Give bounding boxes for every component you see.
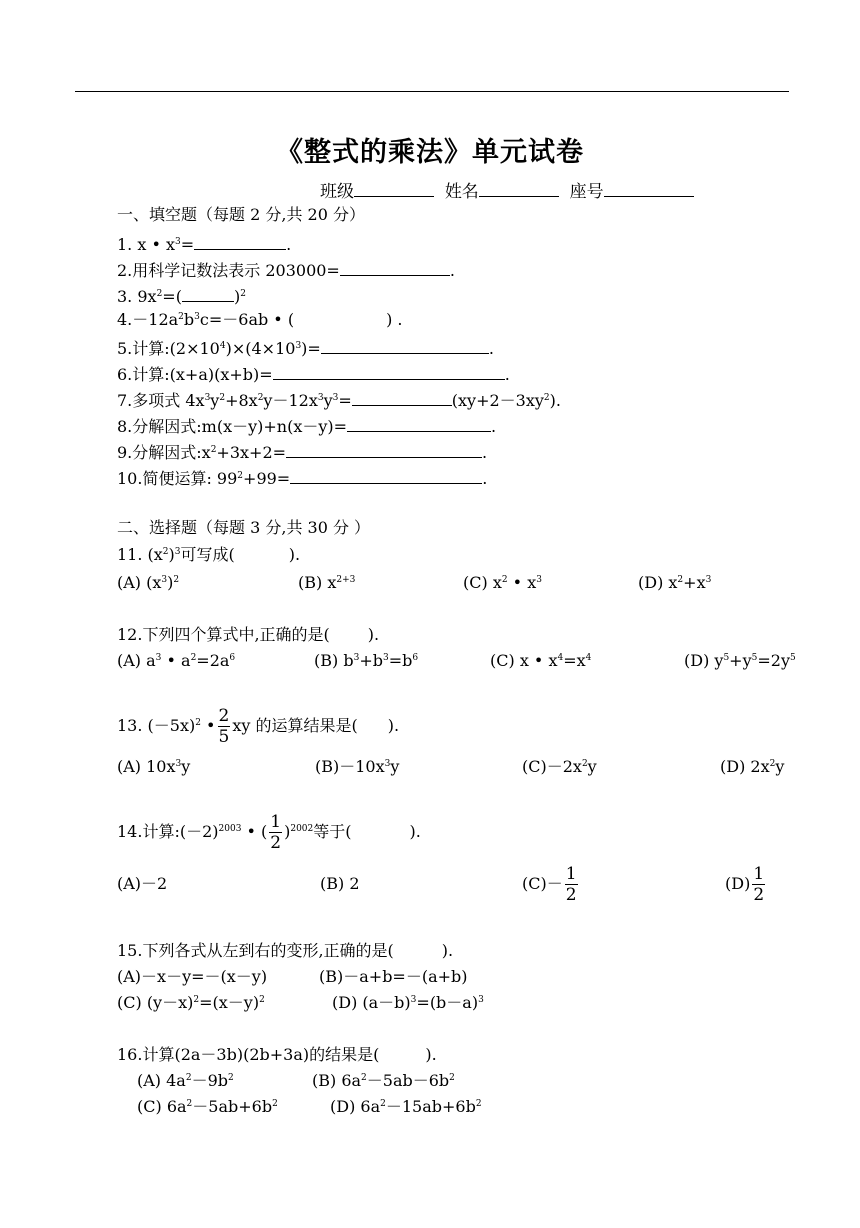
option-11c[interactable]: (C) $x^2$ • $x^3$: [463, 573, 542, 592]
question-11: 11. $(x^2)^3$可写成( ).: [117, 545, 301, 564]
option-11a[interactable]: (A) $(x^3)^2$: [117, 573, 180, 592]
option-12b[interactable]: (B) $b^3+b^3=b^6$: [314, 651, 419, 670]
option-13b[interactable]: $(B)-10x^3y$: [315, 757, 400, 776]
question-9: 9.分解因式$:x^2+3x+2=$ .: [117, 440, 487, 463]
option-14a[interactable]: (A)－2: [117, 874, 168, 893]
option-11d[interactable]: (D) $x^2+x^3$: [638, 573, 712, 592]
option-14d[interactable]: (D) $\frac{1}{2}$: [725, 864, 765, 905]
page-title: 《整式的乘法》单元试卷: [276, 137, 584, 168]
class-label: 班级: [320, 182, 354, 202]
answer-blank[interactable]: [347, 414, 491, 432]
question-14: 14.计算$:(-2)^{2003}$ • ( $\frac{1}{2}$ )$^{2002}$等于( ).: [117, 812, 421, 853]
answer-blank[interactable]: [340, 258, 450, 276]
question-2: 2.用科学记数法表示 203000= .: [117, 258, 455, 281]
question-4: $4.-12a^2b^3c=-6ab$ • ( ) .: [117, 310, 403, 329]
option-15b[interactable]: (B)－a+b=－(a+b): [319, 967, 468, 986]
answer-blank[interactable]: [182, 284, 234, 302]
question-3: 3. $9x^2=$( )$^2$: [117, 284, 246, 307]
option-16d[interactable]: (D) $6a^2-15ab+6b^2$: [330, 1097, 482, 1116]
option-16a[interactable]: (A) $4a^2-9b^2$: [137, 1071, 234, 1090]
answer-blank[interactable]: [273, 362, 505, 380]
option-15d[interactable]: (D) $(a-b)^3=(b-a)^3$: [332, 993, 484, 1012]
option-12a[interactable]: (A) $a^3$ • $a^2=2a^6$: [117, 651, 236, 670]
name-label: 姓名: [444, 182, 479, 202]
student-info-line: [320, 177, 694, 202]
question-15: 15.下列各式从左到右的变形,正确的是( ).: [117, 941, 454, 960]
section2-heading: 二、选择题（每题 3 分,共 30 分 ）: [117, 518, 371, 537]
question-1: 1. x • $x^3=$ .: [117, 232, 291, 255]
answer-blank[interactable]: [290, 466, 482, 484]
section1-heading: 一、填空题（每题 2 分,共 20 分）: [117, 205, 365, 224]
fraction: $\frac{2}{5}$: [218, 706, 230, 747]
option-13d[interactable]: (D) $2x^2y$: [720, 757, 785, 776]
option-14c[interactable]: (C)－ $\frac{1}{2}$: [522, 864, 577, 905]
answer-blank[interactable]: [352, 388, 452, 406]
seat-label: 座号: [569, 182, 604, 202]
header-rule: [75, 91, 789, 92]
option-15a[interactable]: (A)－x－y=－(x－y): [117, 967, 268, 986]
question-8: 8.分解因式:m(x－y)+n(x－y)= .: [117, 414, 496, 437]
answer-blank[interactable]: [286, 440, 482, 458]
option-13c[interactable]: $(C)-2x^2y$: [522, 757, 597, 776]
fraction: $\frac{1}{2}$: [270, 812, 282, 853]
question-7: 7.多项式 $4x^3y^2+8x^2y-12x^3y^3= (xy+2-3xy^2)$.: [117, 388, 561, 411]
question-6: 6.计算:(x+a)(x+b)= .: [117, 362, 510, 385]
question-5: 5.计算$:(2\times 10^4)\times(4\times 10^3)=$ .: [117, 336, 494, 359]
option-14b[interactable]: (B) 2: [320, 874, 360, 893]
seat-field[interactable]: [604, 179, 694, 197]
fraction: $\frac{1}{2}$: [753, 864, 765, 905]
name-field[interactable]: [479, 179, 559, 197]
class-field[interactable]: [354, 179, 434, 197]
answer-blank[interactable]: [194, 232, 286, 250]
question-16: 16.计算(2a－3b)(2b+3a)的结果是( ).: [117, 1045, 437, 1064]
question-12: 12.下列四个算式中,正确的是( ).: [117, 625, 380, 644]
option-15c[interactable]: (C) $(y-x)^2=(x-y)^2$: [117, 993, 265, 1012]
option-16c[interactable]: (C) $6a^2-5ab+6b^2$: [137, 1097, 278, 1116]
option-12d[interactable]: (D) $y^5+y^5=2y^5$: [684, 651, 796, 670]
option-11b[interactable]: (B) $x^{2+3}$: [298, 573, 356, 592]
option-16b[interactable]: (B) $6a^2-5ab-6b^2$: [312, 1071, 455, 1090]
question-13: 13. $(-5x)^2$ • $\frac{2}{5}$ xy 的运算结果是( ).: [117, 706, 400, 747]
answer-blank[interactable]: [321, 336, 489, 354]
question-10: 10.简便运算: $99^2+99=$ .: [117, 466, 487, 489]
fraction: $\frac{1}{2}$: [565, 864, 577, 905]
option-13a[interactable]: (A) $10x^3y$: [117, 757, 191, 776]
option-12c[interactable]: (C) x • $x^4=x^4$: [490, 651, 592, 670]
